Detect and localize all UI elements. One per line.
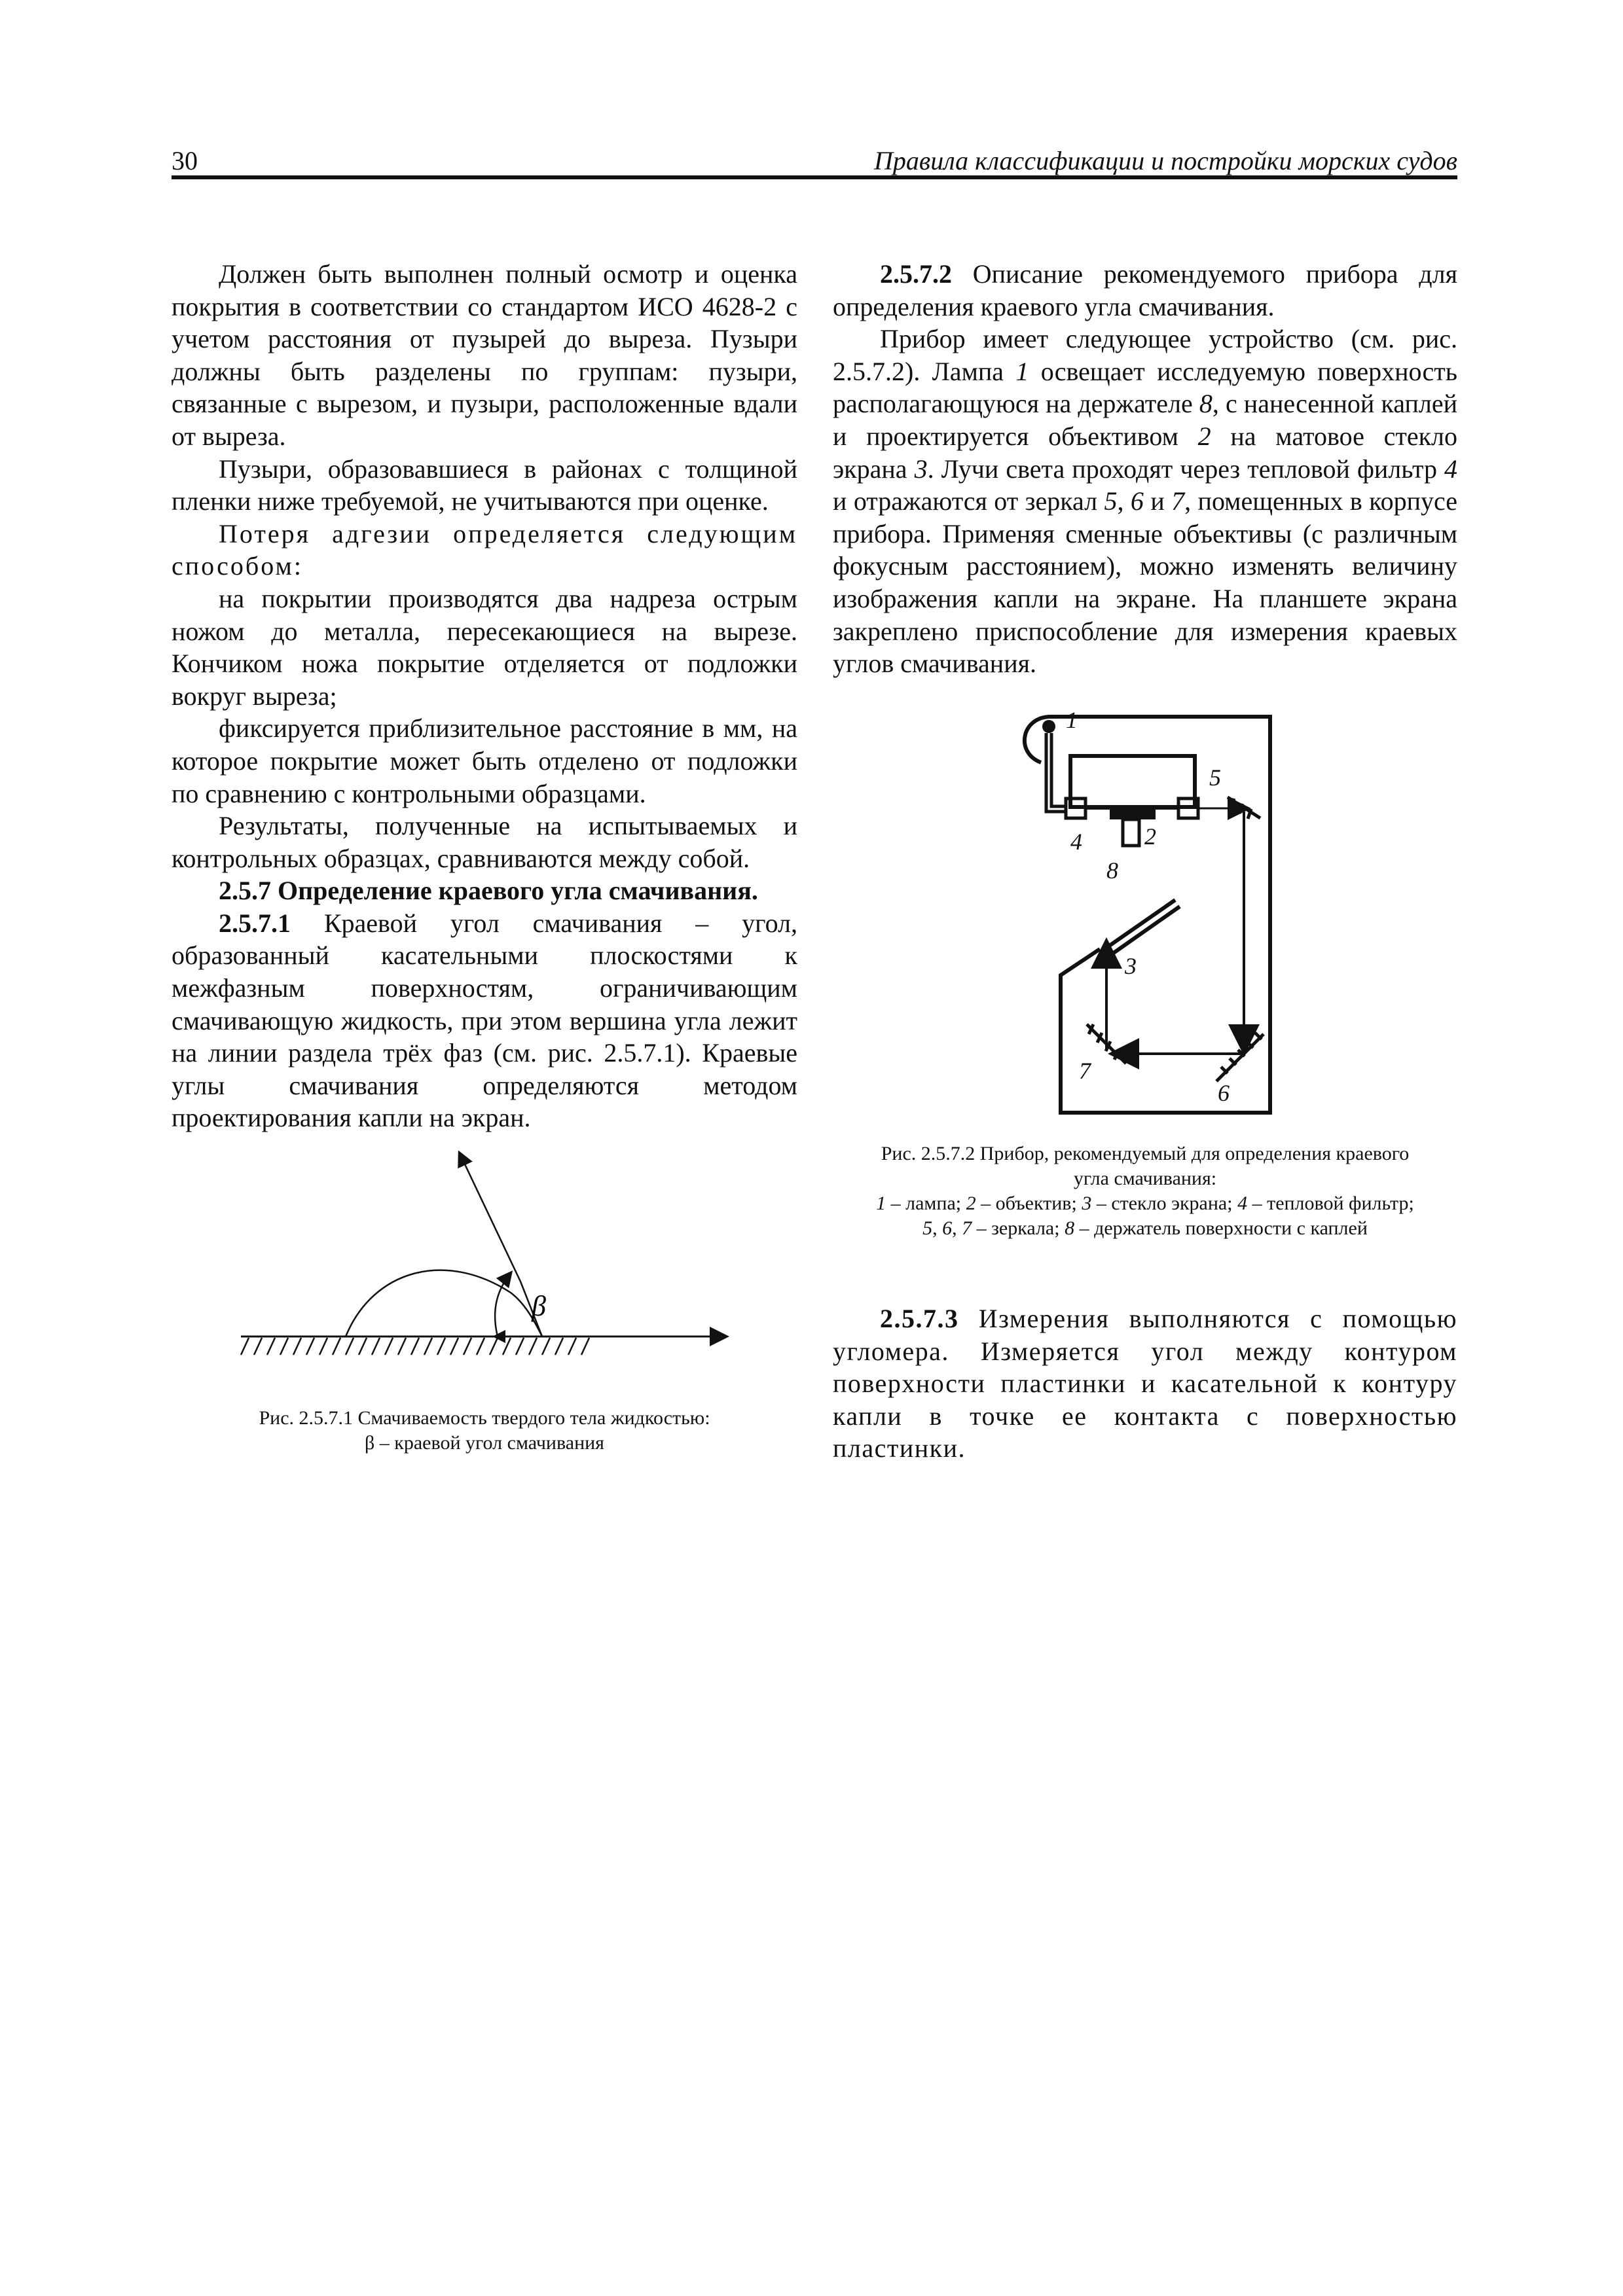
- label-7: 7: [1079, 1058, 1091, 1084]
- wetting-angle-figure: [229, 1139, 753, 1374]
- label-1: 1: [1066, 707, 1078, 733]
- angle-arc: [495, 1273, 511, 1336]
- header-rule: [172, 175, 1457, 179]
- paragraph: фиксируется приблизительное расстояние в мм, на которое покрытие может быть отделено от подложки по сравнению с контрольными образцами.: [172, 713, 797, 808]
- paragraph: на покрытии производятся два надреза острым ножом до металла, пересекающиеся на вырезе. Кончиком ножа покрытие отделяется от подложки вокруг выреза;: [172, 583, 797, 711]
- paragraph: Результаты, полученные на испытываемых и контрольных образцах, сравниваются между собой.: [172, 811, 797, 873]
- label-6: 6: [1218, 1080, 1230, 1106]
- drop-contour: [346, 1270, 542, 1336]
- beta-label: β: [532, 1290, 546, 1322]
- label-2: 2: [1144, 823, 1156, 850]
- surface-hatching: [241, 1338, 589, 1355]
- running-header-title: Правила классификации и постройки морских судов: [873, 146, 1457, 175]
- paragraph: 2.5.7.2 Описание рекомендуемого прибора для определения краевого угла смачивания.: [833, 259, 1457, 321]
- label-8: 8: [1106, 857, 1118, 884]
- screen-glass: [1100, 900, 1180, 959]
- paragraph: Должен быть выполнен полный осмотр и оценка покрытия в соответствии со стандартом ИСО 4628-2 с учетом расстояния от пузырей до выреза. Пузыри должны быть разделены по группам: пузыри, связанные с вырезом, и пузыри, расположенные вдали от выреза.: [172, 259, 797, 451]
- tangent-arrow: [460, 1153, 520, 1282]
- projector-body: [1070, 756, 1195, 807]
- section-number: 2.5.7.2: [880, 259, 952, 289]
- paragraph: 2.5.7.1 Краевой угол смачивания – угол, образованный касательными плоскостями к межфазным поверхностям, ограничивающим смачивающую жидкость, при этом вершина угла лежит на линии раздела трёх фаз (см. рис. 2.5.7.1). Краевые углы смачивания определяются методом проектирования капли на экран.: [172, 908, 797, 1133]
- figure-caption: Рис. 2.5.7.2 Прибор, рекомендуемый для определения краевого угла смачивания: 1 – лампа; 2 – объектив; 3 – стекло экрана; 4 – тепловой фильтр; 5, 6, 7 – зеркала; 8 – держатель поверхности с каплей: [876, 1143, 1414, 1239]
- paragraph: 2.5.7.3 Измерения выполняются с помощью угломера. Измеряется угол между контуром поверхности пластинки и касательной к контуру капли в точке ее контакта с поверхностью пластинки.: [833, 1304, 1457, 1463]
- surface-holder: [1110, 805, 1156, 819]
- figure-caption: Рис. 2.5.7.1 Смачиваемость твердого тела жидкостью: β – краевой угол смачивания: [259, 1407, 710, 1454]
- apparatus-figure: [995, 694, 1296, 1126]
- right-column-lower: [833, 1302, 1457, 1465]
- right-column: [833, 258, 1457, 680]
- mirror-6: [1216, 1033, 1264, 1081]
- objective: [1123, 819, 1139, 846]
- section-number: 2.5.7.1: [219, 908, 291, 938]
- label-4: 4: [1070, 829, 1082, 855]
- left-column: [172, 258, 797, 1134]
- section-number: 2.5.7.3: [880, 1304, 959, 1333]
- page-number: 30: [172, 146, 198, 175]
- section-heading: 2.5.7 Определение краевого угла смачивания.: [219, 876, 758, 906]
- paragraph: Потеря адгезии определяется следующим способом:: [172, 518, 797, 581]
- paragraph: Прибор имеет следующее устройство (см. рис. 2.5.7.2). Лампа 1 освещает исследуемую поверхность располагающуюся на держателе 8, с нанесенной каплей и проектируется объективом 2 на матовое стекло экрана 3. Лучи света проходят через тепловой фильтр 4 и отражаются от зеркал 5, 6 и 7, помещенных в корпусе прибора. Применяя сменные объективы (с различным фокусным расстоянием), можно изменять величину изображения капли на экране. На планшете экрана закреплено приспособление для измерения краевых углов смачивания.: [833, 324, 1458, 679]
- label-5: 5: [1209, 764, 1221, 791]
- paragraph: Пузыри, образовавшиеся в районах с толщиной пленки ниже требуемой, не учитываются при оценке.: [172, 454, 797, 516]
- label-3: 3: [1125, 953, 1137, 979]
- lamp-icon: [1042, 720, 1067, 812]
